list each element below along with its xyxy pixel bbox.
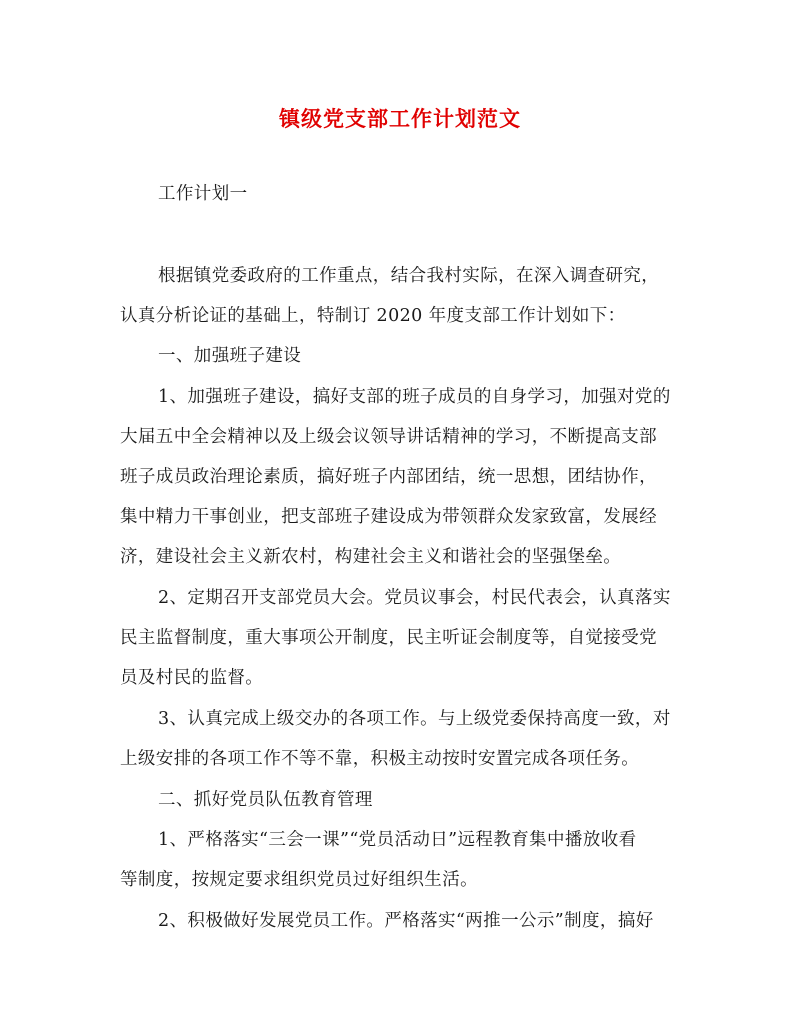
paragraph-line: 2、定期召开支部党员大会。党员议事会，村民代表会，认真落实 [158,588,671,608]
section-heading-2: 二、抓好党员队伍教育管理 [158,790,373,810]
paragraph-line: 员及村民的监督。 [120,668,264,688]
section-heading-1: 一、加强班子建设 [158,346,302,366]
paragraph-line: 班子成员政治理论素质，搞好班子内部团结，统一思想，团结协作， [120,467,657,487]
paragraph-line: 根据镇党委政府的工作重点，结合我村实际，在深入调查研究， [158,266,660,286]
paragraph-line: 2、积极做好发展党员工作。严格落实“两推一公示”制度，搞好 [158,911,654,931]
paragraph-line: 1、严格落实“三会一课”“党员活动日”远程教育集中播放收看 [158,830,637,850]
paragraph-line: 大届五中全会精神以及上级会议领导讲话精神的学习，不断提高支部 [120,427,657,447]
paragraph-line: 3、认真完成上级交办的各项工作。与上级党委保持高度一致，对 [158,709,671,729]
paragraph-line: 等制度，按规定要求组织党员过好组织生活。 [120,870,478,890]
paragraph-line: 上级安排的各项工作不等不靠，积极主动按时安置完成各项任务。 [120,749,640,769]
paragraph-line: 济，建设社会主义新农村，构建社会主义和谐社会的坚强堡垒。 [120,547,622,567]
paragraph-line: 认真分析论证的基础上，特制订 2020 年度支部工作计划如下： [120,306,626,326]
section-heading-plan-one: 工作计划一 [158,184,248,204]
paragraph-line: 集中精力干事创业，把支部班子建设成为带领群众发家致富，发展经 [120,507,657,527]
paragraph-line: 1、加强班子建设，搞好支部的班子成员的自身学习，加强对党的 [158,387,671,407]
paragraph-line: 民主监督制度，重大事项公开制度，民主听证会制度等，自觉接受党 [120,628,657,648]
document-title: 镇级党支部工作计划范文 [279,106,521,131]
